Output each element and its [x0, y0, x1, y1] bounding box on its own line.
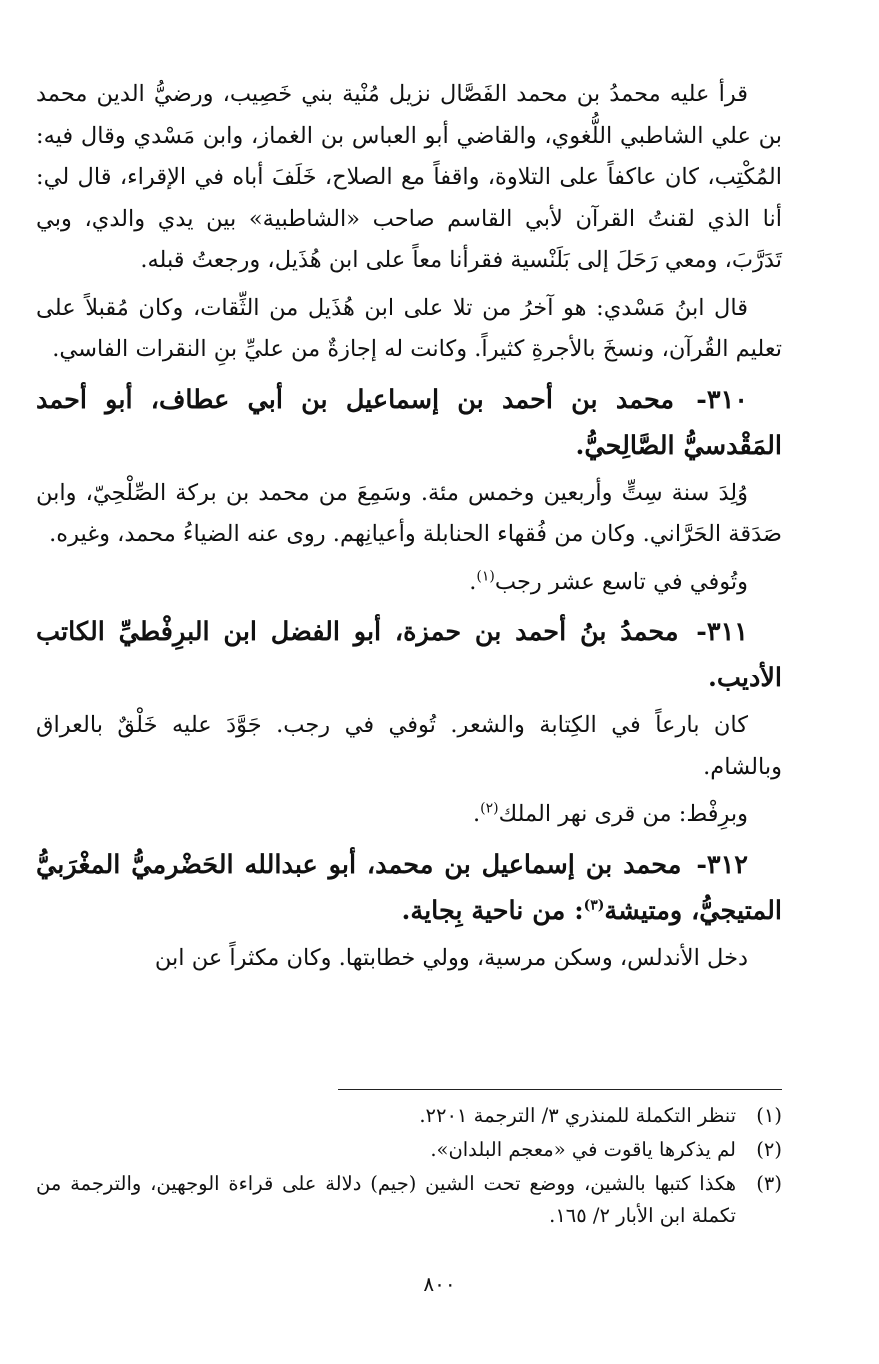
entry-title: محمدُ بنُ أحمد بن حمزة، أبو الفضل ابن البرِفْطيِّ الكاتب الأديب.: [36, 617, 782, 693]
entry-number: ٣١٢-: [696, 849, 748, 880]
footnote-item: [36, 1100, 782, 1132]
footnote-ref: (١): [476, 568, 495, 584]
body-paragraph: دخل الأندلس، وسكن مرسية، وولي خطابتها. وكان مكثراً عن ابن: [154, 944, 748, 971]
paragraph-text: وتُوفي في تاسع عشر رجب: [494, 568, 748, 595]
entry-heading-310: [36, 377, 782, 469]
paragraph-end: .: [472, 801, 481, 827]
footnote-ref: (٢): [480, 800, 499, 817]
footnote-item: [36, 1134, 782, 1166]
paragraph-end: .: [469, 568, 477, 595]
footnote-item: [36, 1168, 782, 1232]
entry-heading-312: [36, 842, 782, 934]
footnote-text: لم يذكرها ياقوت في «معجم البلدان».: [430, 1138, 736, 1161]
footnote-number: (١): [756, 1104, 782, 1127]
entry-heading-311: [36, 609, 782, 701]
footnote-number: (٣): [756, 1172, 782, 1195]
body-paragraph: قرأ عليه محمدُ بن محمد الفَصَّال نزيل مُنْية بني خَصِيب، ورضيُّ الدين محمد بن علي الشاطبي اللُّغوي، والقاضي أبو العباس بن الغماز، وابن مَسْدي وقال فيه: المُكْتِب، كان عاكفاً على التلاوة، واقفاً مع الصلاح، خَلَفَ أباه في الإقراء، قال لي: أنا الذي لقنتُ القرآن لأبي القاسم صاحب «الشاطبية» بين يدي والدي، وبي تَدَرَّبَ، ومعي رَحَلَ إلى بَلَنْسية فقرأنا معاً على ابن هُذَيل، ورجعتُ قبله.: [36, 81, 782, 273]
page-number: ٨٠٠: [423, 1272, 456, 1296]
footnote-text: تنظر التكملة للمنذري ٣/ الترجمة ٢٢٠١.: [419, 1104, 736, 1127]
page-body: [36, 74, 782, 985]
entry-title: محمد بن إسماعيل بن محمد، أبو عبدالله الحَضْرميُّ المغْرَبيُّ المتيجيُّ، ومتيشة: [36, 849, 782, 926]
body-paragraph: وُلِدَ سنة سِتٍّ وأربعين وخمس مئة. وسَمِعَ من محمد بن بركة الصِّلْحِيّ، وابن صَدَقة الحَرَّاني. وكان من فُقهاء الحنابلة وأعيانِهم. روى عنه الضياءُ محمد، وغيره.: [36, 479, 782, 547]
body-paragraph: [36, 794, 782, 836]
entry-number: ٣١١-: [696, 617, 748, 647]
footnotes: [36, 1100, 782, 1234]
paragraph-text: وبرِفْط: من قرى نهر الملك: [498, 801, 748, 827]
footnote-ref: (٣): [583, 897, 605, 913]
entry-title: محمد بن أحمد بن إسماعيل بن أبي عطاف، أبو أحمد المَقْدسيُّ الصَّالِحيُّ.: [36, 384, 782, 461]
body-paragraph: كان بارعاً في الكِتابة والشعر. تُوفي في رجب. جَوَّدَ عليه خَلْقٌ بالعراق وبالشام.: [36, 712, 782, 780]
entry-title-end: : من ناحية بِجاية.: [401, 895, 584, 926]
footnote-divider: [338, 1089, 782, 1090]
footnote-text: هكذا كتبها بالشين، ووضع تحت الشين (جيم) دلالة على قراءة الوجهين، والترجمة من تكملة ابن الأبار ٢/ ١٦٥.: [36, 1172, 736, 1227]
footnote-number: (٢): [756, 1138, 782, 1161]
body-paragraph: قال ابنُ مَسْدي: هو آخرُ من تلا على ابن هُذَيل من الثِّقات، وكان مُقبلاً على تعليم القُرآن، ونسخَ بالأجرةِ كثيراً. وكانت له إجازةٌ من عليِّ بنِ النقرات الفاسي.: [36, 294, 782, 362]
body-paragraph: [36, 562, 782, 604]
entry-number: ٣١٠-: [696, 384, 748, 415]
